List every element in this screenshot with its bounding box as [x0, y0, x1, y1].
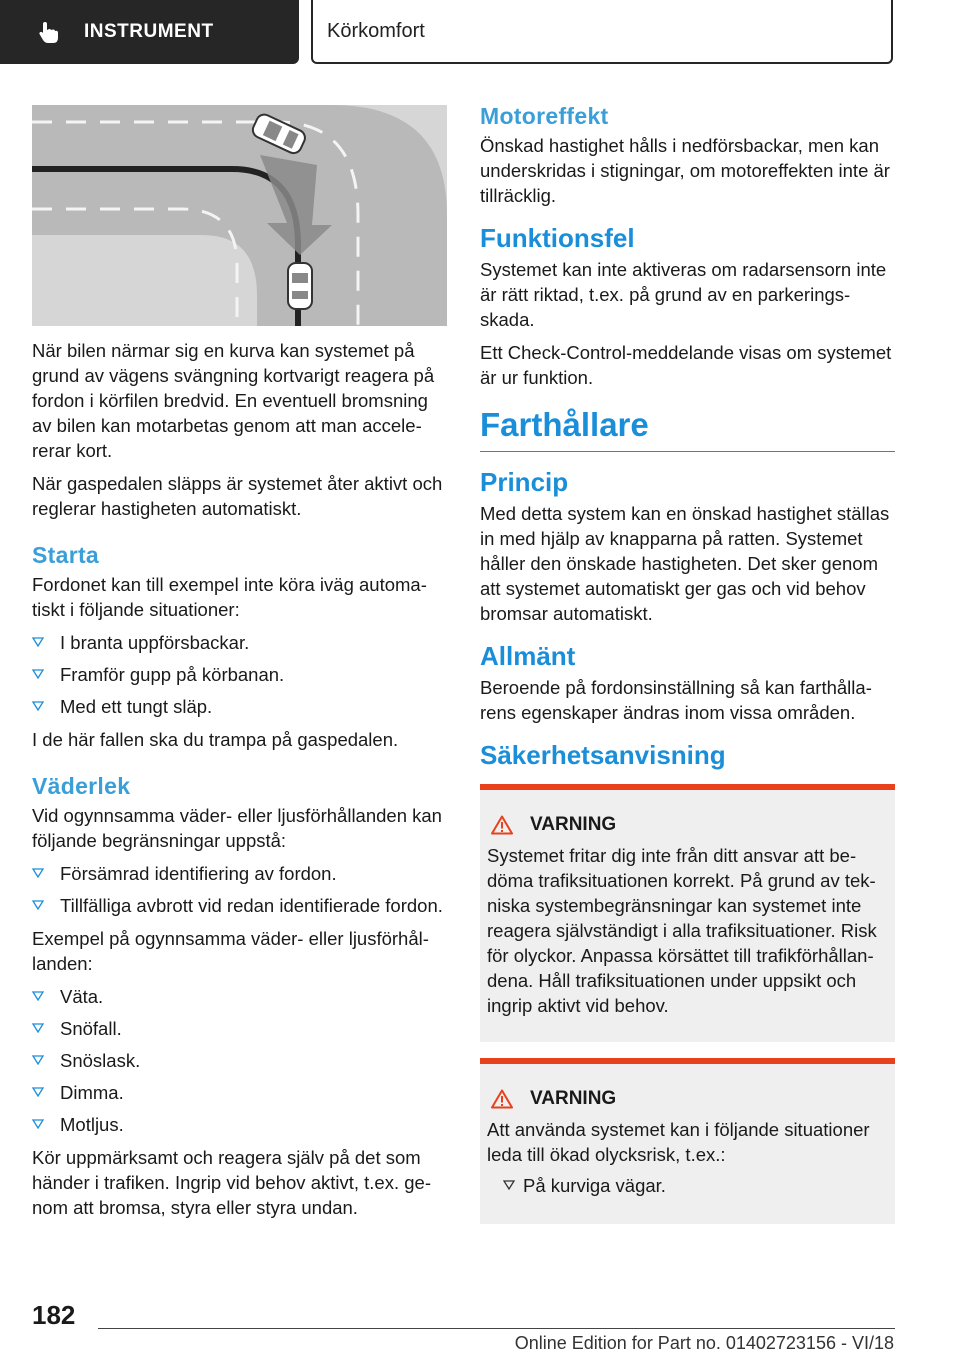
allmant-text: Beroende på fordonsinställning så kan farthållarens egenskaper ändras inom vissa områden.: [480, 677, 872, 723]
bullet-triangle-icon: [32, 637, 44, 647]
warning-triangle-icon: [491, 1089, 513, 1109]
section-tab-label: INSTRUMENT: [84, 21, 214, 42]
chapter-title-text: Körkomfort: [327, 19, 425, 42]
vaderlek-list: [32, 861, 447, 918]
intro-paragraph-1: När bilen närmar sig en kurva kan systemet på grund av vägens svängning kortvarigt reagera på fordon i körfilen bredvid. En eventuell bromsning av bilen kan motarbetas genom att man accelererar kort.: [32, 340, 435, 461]
motoreffekt-text: Önskad hastighet hålls i nedförsbackar, men kan underskridas i stigningar, om motoreffekten inte är tillräcklig.: [480, 135, 890, 206]
list-item: [487, 1173, 887, 1198]
bullet-triangle-icon: [32, 1087, 44, 1097]
list-item-text: Snöslask.: [60, 1050, 141, 1071]
vaderlek-text: Vid ogynnsamma väder- eller ljusförhållanden kan följande begränsningar uppstå:: [32, 805, 442, 851]
bullet-triangle-icon: [32, 868, 44, 878]
warning-title-text: VARNING: [530, 814, 617, 835]
heading-funktionsfel: Funktionsfel: [480, 223, 635, 253]
left-column: [32, 338, 447, 1228]
intro-paragraph-2: När gaspedalen släpps är systemet åter aktivt och reglerar hastigheten automatiskt.: [32, 473, 443, 519]
bullet-triangle-icon: [32, 669, 44, 679]
warning-title: [487, 812, 887, 837]
starta-after: I de här fallen ska du trampa på gaspedalen.: [32, 729, 399, 750]
list-item: [32, 1048, 447, 1073]
warning-title-text: VARNING: [530, 1088, 617, 1109]
heading-sakerhetsanvisning: Säkerhetsanvisning: [480, 740, 726, 770]
heading-princip: Princip: [480, 467, 569, 497]
list-item: [32, 694, 447, 719]
list-item: [32, 893, 447, 918]
list-item-text: Motljus.: [60, 1114, 124, 1135]
warning-list: [487, 1173, 887, 1198]
vaderlek-example: Exempel på ogynnsamma väder- eller ljusförhållanden:: [32, 928, 429, 974]
right-column: [480, 104, 895, 1240]
list-item-text: På kurviga vägar.: [523, 1175, 666, 1196]
bullet-triangle-icon: [32, 1119, 44, 1129]
funktionsfel-p1: Systemet kan inte aktiveras om radarsensorn inte är rätt riktad, t.ex. på grund av en parkeringsskada.: [480, 259, 887, 330]
list-item: [32, 1016, 447, 1041]
funktionsfel-p2: Ett Check-Control-meddelande visas om systemet är ur funktion.: [480, 342, 892, 388]
list-item: [32, 1080, 447, 1105]
warning-text: Systemet fritar dig inte från ditt ansvar att bedöma trafiksituationen korrekt. På grund av tekniska systembegränsningar kan systemet inte reagera självständigt i alla trafiksituationer. Risk för olyckor. Anpassa körsättet till trafikförhållandena. Håll trafiksituationen under uppsikt och ingrip aktivt vid behov.: [487, 845, 877, 1016]
bullet-triangle-icon: [32, 900, 44, 910]
edition-note: Online Edition for Part no. 01402723156 - VI/18: [514, 1333, 894, 1353]
warning-triangle-icon: [491, 815, 513, 835]
bullet-triangle-icon: [32, 1023, 44, 1033]
section-tab[interactable]: [0, 0, 299, 64]
princip-text: Med detta system kan en önskad hastighet ställas in med hjälp av knapparna på ratten. Systemet håller den önskade hastigheten. Det sker genom att systemet automatiskt ger gas och vid behov bromsar automatiskt.: [480, 503, 890, 624]
list-item: [32, 1112, 447, 1137]
heading-motoreffekt: Motoreffekt: [480, 103, 609, 129]
list-item-text: Tillfälliga avbrott vid redan identifierade fordon.: [60, 895, 443, 916]
list-item-text: Försämrad identifiering av fordon.: [60, 863, 337, 884]
bullet-triangle-icon: [32, 1055, 44, 1065]
footer-divider: [98, 1328, 895, 1329]
heading-starta: Starta: [32, 542, 99, 568]
list-item: [32, 630, 447, 655]
heading-allmant: Allmänt: [480, 641, 576, 671]
chapter-title: [311, 0, 893, 64]
warning-box-2: [480, 1058, 895, 1224]
heading-farthallare: Farthållare: [480, 412, 895, 452]
bullet-triangle-icon: [503, 1180, 515, 1190]
vaderlek-after: Kör uppmärksamt och reagera själv på det som händer i trafiken. Ingrip vid behov aktivt, t.ex. genom att bromsa, styra eller styra undan.: [32, 1147, 431, 1218]
list-item-text: Med ett tungt släp.: [60, 696, 213, 717]
list-item-text: Väta.: [60, 986, 104, 1007]
page-number: 182: [32, 1300, 76, 1330]
vaderlek-examples-list: [32, 984, 447, 1137]
curve-traffic-illustration: [32, 105, 447, 326]
list-item: [32, 662, 447, 687]
list-item-text: Snöfall.: [60, 1018, 122, 1039]
heading-vaderlek: Väderlek: [32, 773, 131, 799]
list-item-text: I branta uppförsbackar.: [60, 632, 250, 653]
list-item-text: Dimma.: [60, 1082, 124, 1103]
list-item: [32, 984, 447, 1009]
list-item-text: Framför gupp på körbanan.: [60, 664, 285, 685]
starta-list: [32, 630, 447, 719]
hand-pointer-icon: [36, 19, 62, 45]
list-item: [32, 861, 447, 886]
starta-text: Fordonet kan till exempel inte köra iväg automatiskt i följande situationer:: [32, 574, 427, 620]
warning-text: Att använda systemet kan i följande situationer leda till ökad olycksrisk, t.ex.:: [487, 1119, 870, 1165]
warning-title: [487, 1086, 887, 1111]
bullet-triangle-icon: [32, 701, 44, 711]
bullet-triangle-icon: [32, 991, 44, 1001]
warning-box-1: [480, 784, 895, 1042]
